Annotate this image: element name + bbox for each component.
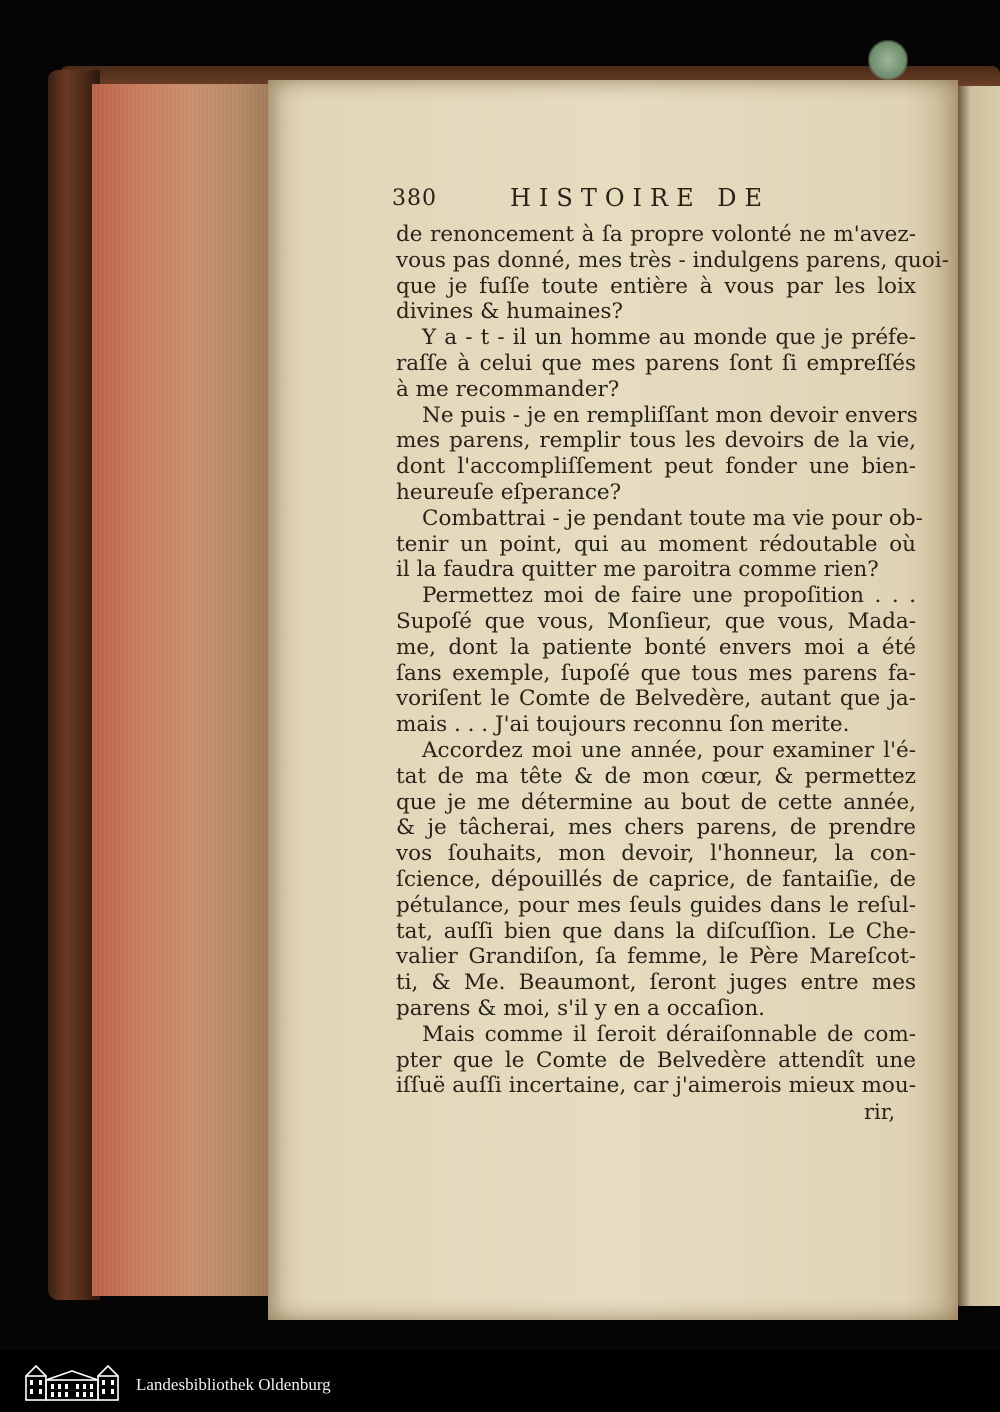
text-line: tat, auſſi bien que dans la diſcuſſion. Le Che- [396, 918, 916, 944]
page-edges [92, 84, 272, 1296]
text-line: Y a - t - il un homme au monde que je préfe- [422, 325, 916, 351]
library-building-icon [22, 1362, 122, 1402]
text-line: raſſe à celui que mes parens ſont ſi empreſſés [396, 350, 916, 376]
text-line: tenir un point, qui au moment rédoutable où [396, 531, 916, 557]
footer-bar [0, 1350, 1000, 1412]
text-line: & je tâcherai, mes chers parens, de prendre [396, 815, 916, 841]
text-line: me, dont la patiente bonté envers moi a été [396, 634, 916, 660]
text-line: pétulance, pour mes ſeuls guides dans le reſul- [396, 892, 916, 918]
library-name: Landesbibliothek Oldenburg [136, 1375, 331, 1394]
body-text [396, 222, 949, 1099]
text-line: il la faudra quitter me paroitra comme rien? [396, 557, 879, 583]
text-line: vous pas donné, mes très - indulgens parens, quoi- [396, 247, 949, 273]
text-line: Accordez moi une année, pour examiner l'é- [422, 737, 916, 763]
running-head [392, 186, 912, 220]
text-line: divines & humaines? [396, 299, 623, 325]
text-line: que je fuſſe toute entière à vous par les loix [396, 273, 916, 299]
text-line: voriſent le Comte de Belvedère, autant que ja- [396, 686, 916, 712]
text-line: de renoncement à ſa propre volonté ne m'avez- [396, 222, 916, 247]
running-title: HISTOIRE DE [510, 184, 770, 212]
text-line: vos ſouhaits, mon devoir, l'honneur, la con- [396, 841, 916, 867]
text-line: heureuſe eſperance? [396, 479, 622, 505]
text-line: dont l'accompliſſement peut fonder une bien- [396, 454, 916, 480]
page-number: 380 [392, 186, 437, 211]
text-line: iſſuë auſſi incertaine, car j'aimerois mieux mou- [396, 1073, 916, 1099]
text-line: ſcience, dépouillés de caprice, de fantaiſie, de [396, 866, 916, 892]
text-line: Ne puis - je en rempliſſant mon devoir envers [422, 402, 918, 428]
text-line: à me recommander? [396, 376, 620, 402]
text-line: mes parens, remplir tous les devoirs de la vie, [396, 428, 916, 454]
text-line: mais . . . J'ai toujours reconnu ſon merite. [396, 712, 850, 738]
text-line: pter que le Comte de Belvedère attendît une [396, 1047, 916, 1073]
text-line: ti, & Me. Beaumont, ſeront juges entre mes [396, 970, 916, 996]
text-line: tat de ma tête & de mon cœur, & permettez [396, 763, 916, 789]
text-line: Supoſé que vous, Monſieur, que vous, Mada- [396, 608, 916, 634]
text-line: Mais comme il ſeroit déraiſonnable de com- [422, 1021, 916, 1047]
text-line: Permettez moi de faire une propoſition . . . [422, 583, 916, 609]
text-line: parens & moi, s'il y en a occaſion. [396, 995, 766, 1021]
text-line: que je me détermine au bout de cette année, [396, 789, 916, 815]
text-line: Combattrai - je pendant toute ma vie pour ob- [422, 505, 923, 531]
text-line: ſans exemple, ſupoſé que tous mes parens fa- [396, 660, 916, 686]
bookmark-ribbon [868, 38, 908, 82]
catchword: rir, [864, 1100, 896, 1124]
facing-page-edge [958, 86, 1000, 1306]
text-line: valier Grandiſon, ſa femme, le Père Mareſcot- [396, 944, 916, 970]
